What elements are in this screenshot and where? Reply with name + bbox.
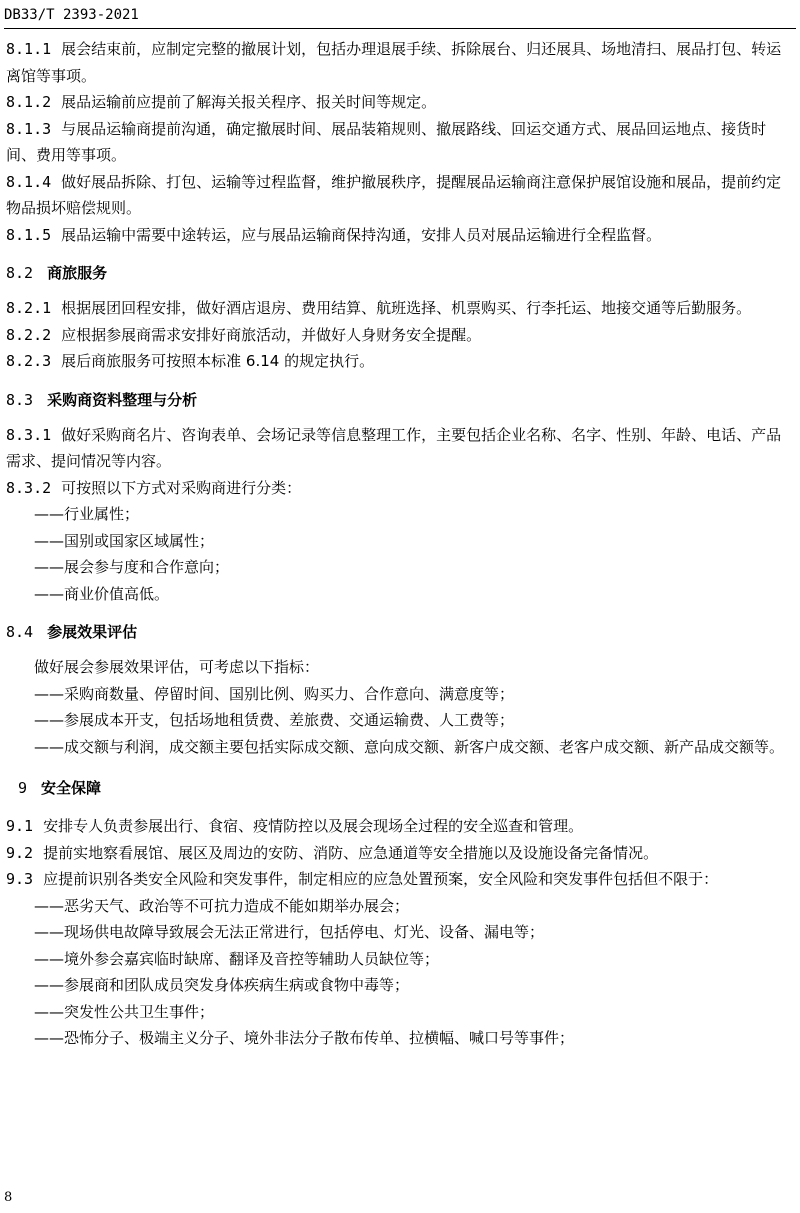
list-item: ——成交额与利润，成交额主要包括实际成交额、意向成交额、新客户成交额、老客户成交额、新产品成交额等。 (34, 737, 785, 756)
list-item: ——商业价值高低。 (34, 584, 170, 603)
section-heading-8-3: 8.3 采购商资料整理与分析 (6, 390, 198, 409)
doc-code: DB33/T 2393-2021 (4, 7, 139, 23)
section-heading-8-4: 8.4 参展效果评估 (6, 623, 138, 641)
list-item: ——参展商和团队成员突发身体疾病生病或食物中毒等； (34, 976, 410, 994)
list-item: ——突发性公共卫生事件； (34, 1002, 215, 1021)
section-heading-8-2: 8.2 商旅服务 (6, 264, 108, 282)
clause-8-3-1: 8.3.1 做好采购商名片、咨询表单、会场记录等信息整理工作，主要包括企业名称、名字、性别、年龄、电话、产品需求、提问情况等内容。 (6, 425, 782, 470)
clause-8-2-1: 8.2.1 根据展团回程安排，做好酒店退房、费用结算、航班选择、机票购买、行李托运、地接交通等后勤服务。 (6, 299, 752, 317)
clause-8-4-intro: 做好展会参展效果评估，可考虑以下指标： (34, 658, 320, 676)
document-body (6, 36, 796, 1052)
page-header (4, 4, 796, 29)
clause-8-2-2: 8.2.2 应根据参展商需求安排好商旅活动，并做好人身财务安全提醒。 (6, 325, 482, 344)
clause-8-2-3: 8.2.3 展后商旅服务可按照本标准 6.14 的规定执行。 (6, 352, 375, 370)
list-item: ——参展成本开支，包括场地租赁费、差旅费、交通运输费、人工费等； (34, 711, 515, 729)
list-item: ——恶劣天气、政治等不可抗力造成不能如期举办展会； (34, 896, 410, 915)
section-heading-9: 9 安全保障 (18, 779, 102, 797)
list-item: ——国别或国家区域属性； (34, 531, 215, 550)
clause-8-1-3: 8.1.3 与展品运输商提前沟通，确定撤展时间、展品装箱规则、撤展路线、回运交通方式、展品回运地点、接货时间、费用等事项。 (6, 119, 767, 164)
list-item: ——行业属性； (34, 505, 140, 523)
clause-8-1-1: 8.1.1 展会结束前，应制定完整的撤展计划，包括办理退展手续、拆除展台、归还展具、场地清扫、展品打包、转运离馆等事项。 (6, 40, 782, 85)
clause-9-3: 9.3 应提前识别各类安全风险和突发事件，制定相应的应急处置预案，安全风险和突发事件包括但不限于： (6, 870, 719, 888)
clause-8-3-2: 8.3.2 可按照以下方式对采购商进行分类： (6, 478, 302, 497)
list-item: ——现场供电故障导致展会无法正常进行，包括停电、灯光、设备、漏电等； (34, 923, 545, 941)
clause-9-2: 9.2 提前实地察看展馆、展区及周边的安防、消防、应急通道等安全措施以及设施设备完备情况。 (6, 843, 659, 862)
list-item: ——展会参与度和合作意向； (34, 558, 230, 576)
clause-8-1-4: 8.1.4 做好展品拆除、打包、运输等过程监督，维护撤展秩序，提醒展品运输商注意保护展馆设施和展品，提前约定物品损坏赔偿规则。 (6, 172, 782, 217)
clause-8-1-5: 8.1.5 展品运输中需要中途转运，应与展品运输商保持沟通，安排人员对展品运输进行全程监督。 (6, 225, 662, 244)
list-item: ——采购商数量、停留时间、国别比例、购买力、合作意向、满意度等； (34, 684, 515, 703)
page-number: 8 (4, 1190, 13, 1205)
clause-9-1: 9.1 安排专人负责参展出行、食宿、疫情防控以及展会现场全过程的安全巡查和管理。 (6, 817, 584, 835)
clause-8-1-2: 8.1.2 展品运输前应提前了解海关报关程序、报关时间等规定。 (6, 93, 437, 111)
list-item: ——境外参会嘉宾临时缺席、翻译及音控等辅助人员缺位等； (34, 949, 440, 968)
list-item: ——恐怖分子、极端主义分子、境外非法分子散布传单、拉横幅、喊口号等事件； (34, 1029, 575, 1047)
